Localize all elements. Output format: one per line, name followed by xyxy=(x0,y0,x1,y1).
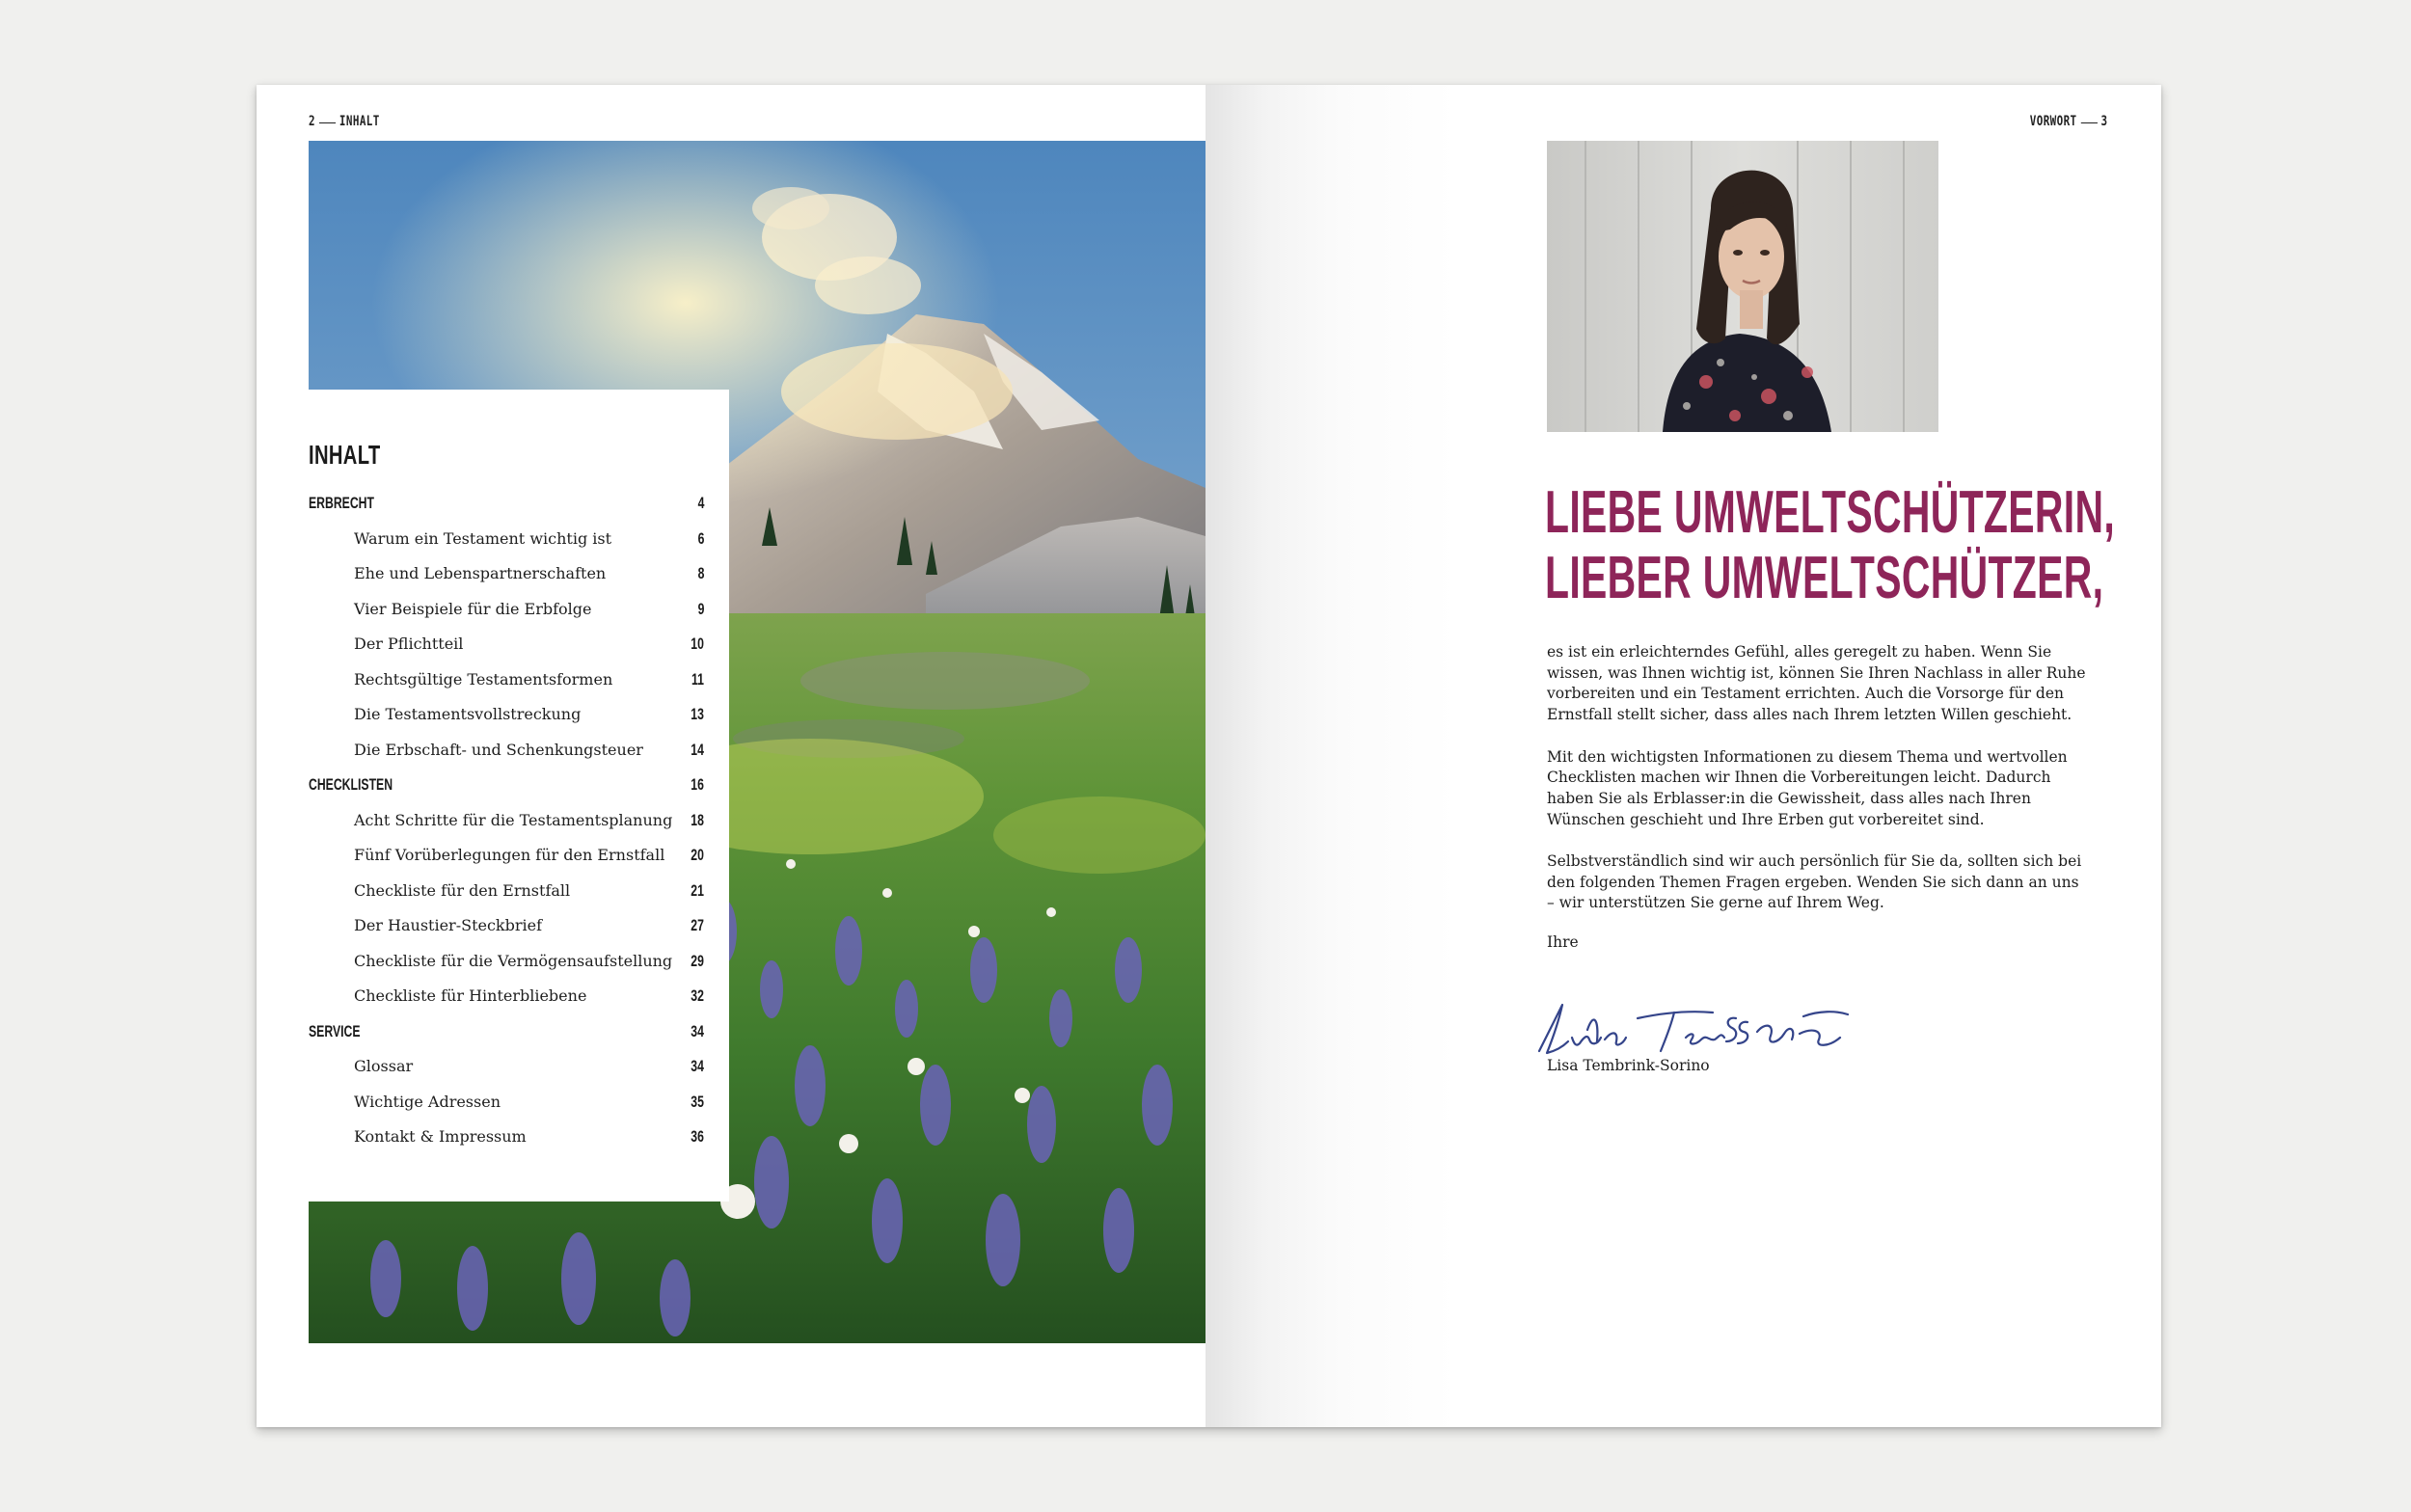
toc-entry-label: SERVICE xyxy=(309,1021,361,1040)
toc-entry-page: 20 xyxy=(691,846,704,864)
toc-entry[interactable] xyxy=(309,592,704,628)
toc-entry-page: 4 xyxy=(697,494,704,512)
toc-entry-label: Checkliste für den Ernstfall xyxy=(354,880,571,900)
toc-entry-label: Checkliste für Hinterbliebene xyxy=(354,986,587,1005)
toc-list xyxy=(309,486,704,1155)
toc-entry-page: 32 xyxy=(691,986,704,1005)
toc-entry-label: Acht Schritte für die Testamentsplanung xyxy=(354,810,673,829)
toc-entry-label: Die Testamentsvollstreckung xyxy=(354,705,582,723)
toc-entry[interactable] xyxy=(309,803,704,839)
toc-entry[interactable] xyxy=(309,1085,704,1120)
toc-entry[interactable] xyxy=(309,733,704,769)
right-page xyxy=(1206,85,2161,1427)
toc-entry-label: Der Pflichtteil xyxy=(354,634,464,653)
toc-entry[interactable] xyxy=(309,522,704,557)
toc-entry-label: Die Erbschaft- und Schenkungsteuer xyxy=(354,740,643,759)
toc-entry[interactable] xyxy=(309,627,704,662)
toc-entry-label: Wichtige Adressen xyxy=(354,1092,501,1111)
left-page-folio xyxy=(309,114,380,129)
toc-entry-page: 36 xyxy=(691,1127,704,1146)
toc-entry-page: 13 xyxy=(691,705,704,723)
toc-entry[interactable] xyxy=(309,874,704,909)
toc-entry-label: Rechtsgültige Testamentsformen xyxy=(354,669,613,688)
toc-entry-page: 29 xyxy=(691,951,704,970)
brochure-spread xyxy=(257,85,2161,1427)
toc-entry-page: 6 xyxy=(697,528,704,548)
toc-entry[interactable] xyxy=(309,697,704,733)
toc-entry-page: 34 xyxy=(691,1057,704,1075)
toc-entry-label: Der Haustier-Steckbrief xyxy=(354,916,543,934)
toc-entry-page: 16 xyxy=(691,775,704,794)
toc-entry-page: 18 xyxy=(691,810,704,829)
toc-entry-label: CHECKLISTEN xyxy=(309,775,393,794)
toc-entry[interactable] xyxy=(309,662,704,698)
right-page-folio xyxy=(2029,114,2107,129)
headline-line-1: LIEBE UMWELTSCHÜTZERIN, xyxy=(1545,479,2116,546)
folio-rule xyxy=(2080,122,2097,123)
right-page-number: 3 xyxy=(2100,114,2107,129)
folio-rule xyxy=(319,122,336,123)
toc-entry-label: ERBRECHT xyxy=(309,494,375,512)
signer-name: Lisa Tembrink-Sorino xyxy=(1547,1057,1710,1074)
toc-entry-label: Fünf Vorüberlegungen für den Ernstfall xyxy=(354,846,665,864)
toc-entry-label: Warum ein Testament wichtig ist xyxy=(354,528,612,548)
toc-entry-page: 21 xyxy=(691,880,704,900)
toc-title: INHALT xyxy=(309,440,381,470)
headline-line-2: LIEBER UMWELTSCHÜTZER, xyxy=(1545,545,2104,611)
toc-section[interactable] xyxy=(309,768,704,803)
foreword-headline xyxy=(1545,480,2115,611)
toc-entry-page: 14 xyxy=(691,740,704,759)
right-page-section: VORWORT xyxy=(2029,114,2077,129)
toc-panel xyxy=(309,390,729,1202)
toc-section[interactable] xyxy=(309,1014,704,1050)
toc-entry-label: Glossar xyxy=(354,1057,414,1075)
body-paragraph: Mit den wichtigsten Informationen zu diesem Thema und wertvollen Checklisten machen wir Ihnen die Vorbereitungen leicht. Dadurch haben Sie als Erblasser:in die Gewissheit, dass alles nach Ihren Wünschen geschieht und Ihre Erben gut vorbereitet sind. xyxy=(1547,747,2068,828)
foreword-body xyxy=(1547,642,2087,935)
toc-section[interactable] xyxy=(309,486,704,522)
left-page-section: INHALT xyxy=(339,114,380,129)
author-portrait-photo xyxy=(1547,141,1938,432)
toc-entry[interactable] xyxy=(309,908,704,944)
body-paragraph: Selbstverständlich sind wir auch persönlich für Sie da, sollten sich bei den folgenden Themen Fragen ergeben. Wenden Sie sich dann an uns – wir unterstützen Sie gerne auf Ihrem Weg. xyxy=(1547,852,2082,912)
left-page xyxy=(257,85,1206,1427)
toc-entry[interactable] xyxy=(309,556,704,592)
body-paragraph: es ist ein erleichterndes Gefühl, alles geregelt zu haben. Wenn Sie wissen, was Ihnen wichtig ist, können Sie Ihren Nachlass in aller Ruhe vorbereiten und ein Testament errichten. Auch die Vorsorge für den Ernstfall stellt sicher, dass alles nach Ihrem letzten Willen geschieht. xyxy=(1547,643,2086,724)
left-page-number: 2 xyxy=(309,114,315,129)
toc-entry-label: Checkliste für die Vermögensaufstellung xyxy=(354,951,673,970)
closing-word: Ihre xyxy=(1547,933,1579,951)
toc-entry-page: 11 xyxy=(691,669,704,688)
toc-entry-page: 34 xyxy=(691,1021,704,1040)
toc-entry-page: 8 xyxy=(697,564,704,582)
toc-entry-page: 10 xyxy=(691,634,704,653)
toc-entry-label: Kontakt & Impressum xyxy=(354,1127,527,1146)
toc-entry[interactable] xyxy=(309,1120,704,1155)
toc-entry[interactable] xyxy=(309,979,704,1014)
toc-entry-label: Vier Beispiele für die Erbfolge xyxy=(354,599,592,618)
toc-entry-label: Ehe und Lebenspartnerschaften xyxy=(354,564,607,582)
toc-entry[interactable] xyxy=(309,838,704,874)
toc-entry[interactable] xyxy=(309,1049,704,1085)
toc-entry-page: 9 xyxy=(697,599,704,618)
toc-entry-page: 35 xyxy=(691,1092,704,1111)
toc-entry[interactable] xyxy=(309,944,704,980)
toc-entry-page: 27 xyxy=(691,916,704,934)
